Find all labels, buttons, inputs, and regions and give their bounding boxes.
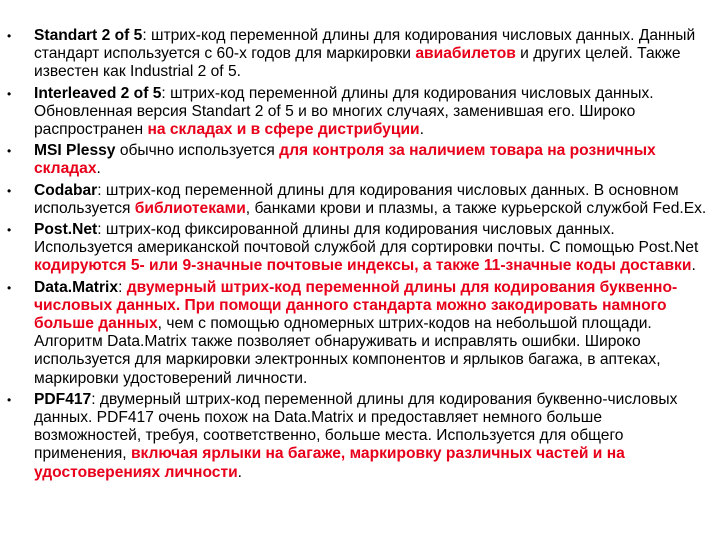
- highlighted-text: авиабилетов: [415, 45, 516, 63]
- bullet-icon: •: [7, 223, 12, 238]
- list-item: [6, 279, 712, 388]
- description-text: : штрих-код переменной длины для кодирования числовых данных. Обновленная версия Standart 2 of 5 и во многих случаях, заменившая его. Широко распространен: [34, 84, 654, 139]
- bullet-icon: •: [7, 392, 12, 407]
- highlighted-text: на складах и в сфере дистрибуции: [147, 121, 420, 139]
- highlighted-text: включая ярлыки на багаже, маркировку различных частей и на удостоверениях личности: [34, 445, 625, 481]
- standard-name: Post.Net: [34, 221, 98, 239]
- highlighted-text: двумерный штрих-код переменной длины для кодирования буквенно-числовых данных. При помощи данного стандарта можно закодировать намного больше данных: [34, 278, 678, 333]
- highlighted-text: кодируются 5- или 9-значные почтовые индексы, а также 11-значные коды доставки: [34, 257, 692, 275]
- bullet-icon: •: [7, 183, 12, 198]
- description-text: и других целей. Также известен как Industrial 2 of 5.: [34, 45, 681, 81]
- description-text: , банками крови и плазмы, а также курьерской службой Fed.Ex.: [245, 199, 707, 217]
- list-item: [6, 182, 712, 218]
- description-text: .: [691, 257, 696, 275]
- list-item: [6, 85, 712, 140]
- bullet-icon: •: [7, 29, 12, 43]
- standard-name: Standart 2 of 5: [34, 27, 143, 44]
- bullet-icon: •: [7, 280, 12, 295]
- standard-name: Data.Matrix: [34, 278, 119, 296]
- description-text: .: [96, 160, 101, 178]
- description-text: : двумерный штрих-код переменной длины для кодирования буквенно-числовых данных. PDF417 очень похож на Data.Matrix и предоставляет немного больше возможностей, требуя, соответственно, больше места. Используется для общего применения,: [34, 390, 678, 463]
- bullet-icon: •: [7, 86, 12, 101]
- standard-name: Codabar: [34, 181, 98, 199]
- description-text: обычно используется: [115, 142, 280, 160]
- standard-name: Interleaved 2 of 5: [34, 84, 162, 102]
- list-item: [6, 221, 712, 276]
- description-text: :: [118, 278, 127, 296]
- list-item: [6, 391, 712, 482]
- description-text: : штрих-код фиксированной длины для кодирования числовых данных. Используется американской почтовой службой для сортировки почты. С помощью Post.Net: [34, 221, 699, 257]
- barcode-standards-list: [6, 27, 712, 485]
- standard-name: MSI Plessy: [34, 142, 116, 160]
- list-item: [6, 142, 712, 178]
- highlighted-text: для контроля за наличием товара на розничных складах: [34, 142, 656, 178]
- description-text: , чем с помощью одномерных штрих-кодов на небольшой площади. Алгоритм Data.Matrix также позволяет обнаруживать и исправлять ошибки. Широко используется для маркировки электронных компонентов и ярлыков багажа, в аптеках, маркировки удостоверений личности.: [34, 315, 661, 387]
- list-item: [6, 27, 712, 82]
- bullet-icon: •: [7, 144, 12, 159]
- description-text: : штрих-код переменной длины для кодирования числовых данных. Данный стандарт используется с 60-х годов для маркировки: [34, 27, 696, 63]
- description-text: .: [237, 463, 243, 481]
- description-text: : штрих-код переменной длины для кодирования числовых данных. В основном используется: [34, 181, 679, 217]
- highlighted-text: библиотеками: [134, 199, 246, 217]
- description-text: .: [419, 121, 424, 139]
- standard-name: PDF417: [34, 390, 92, 408]
